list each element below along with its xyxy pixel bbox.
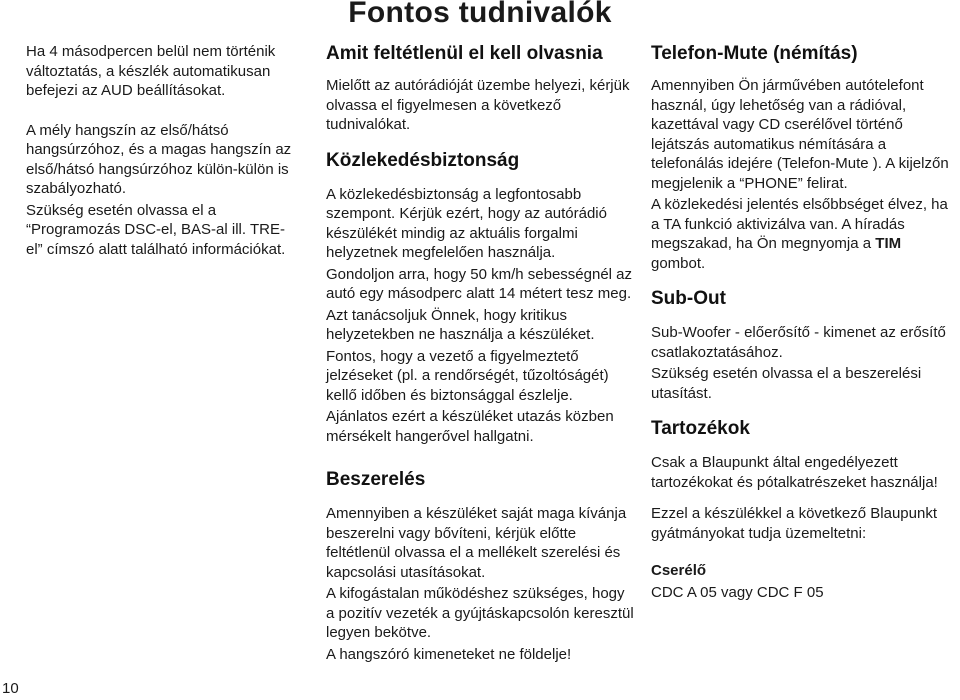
must-read-heading: Amit feltétlenül el kell olvasnia [326,43,603,64]
telephone-mute-heading: Telefon-Mute (némítás) [651,43,858,64]
traffic-safety-heading: Közlekedésbiztonság [326,149,520,171]
subout-paragraph-1: Sub-Woofer - előerősítő - kimenet az erősítő csatlakoztatásához. [651,324,946,361]
page-number: 10 [2,680,19,697]
accessories-heading: Tartozékok [651,418,750,439]
mute-paragraph-2-end: gombot. [651,254,706,272]
right-column [651,42,957,604]
sub-out-heading: Sub-Out [651,288,726,309]
safety-paragraph-2: Gondoljon arra, hogy 50 km/h sebességnél az autó egy másodperc alatt 14 métert tesz meg. [326,265,633,302]
left-column [26,42,298,261]
safety-paragraph-3: Azt tanácsoljuk Önnek, hogy kritikus helyzetekben ne használja a készüléket. [326,306,595,343]
middle-column [326,42,634,666]
changer-models: CDC A 05 vagy CDC F 05 [651,583,824,601]
mute-paragraph-1: Amennyiben Ön járművében autótelefont használ, úgy lehetőség van a rádióval, kazettával vagy CD cserélővel történő lejátszás automatikus némítására a telefonálás idejére (Telefon-Mute ). A kijelzőn megjelenik a “PHONE” felirat. [651,77,949,192]
tim-key-label: TIM [875,235,902,252]
see-programming-paragraph: Szükség esetén olvassa el a “Programozás DSC-el, BAS-al ill. TRE-el” címszó alatt található információkat. [26,201,286,258]
safety-paragraph-4: Fontos, hogy a vezető a figyelmeztető jelzéseket (pl. a rendőrségét, tűzoltóságét) kellő időben és biztonsággal észlelje. [326,347,609,404]
intro-paragraph: Mielőtt az autórádióját üzembe helyezi, kérjük olvassa el figyelmesen a következő tudnivalókat. [326,77,630,133]
changer-label: Cserélő [651,562,707,579]
subout-paragraph-2: Szükség esetén olvassa el a beszerelési utasítást. [651,365,922,402]
mute-paragraph-2-text: A közlekedési jelentés elsőbbséget élvez, ha a TA funkció aktivizálva van. A híradás megszakad, ha Ön megnyomja a [651,196,948,252]
safety-paragraph-1: A közlekedésbiztonság a legfontosabb szempont. Kérjük ezért, hogy az autórádió készülékét mindig az aktuális forgalmi helyzetnek megfelelően használja. [326,185,607,261]
aud-timeout-paragraph: Ha 4 másodpercen belül nem történik változtatás, a készlék automatikusan befejezi az AUD beállításokat. [26,43,276,99]
mute-paragraph-2 [651,195,957,273]
install-paragraph-1: Amennyiben a készüléket saját maga kívánja beszerelni vagy bővíteni, kérjük előtte feltétlenül olvassa el a mellékelt szerelési és kapcsolási utasításokat. [326,505,627,581]
install-paragraph-2: A kifogástalan működéshez szükséges, hogy a pozitív vezeték a gyújtáskapcsolón keresztül legyen bekötve. [326,585,634,641]
install-paragraph-3: A hangszóró kimeneteket ne földelje! [326,645,572,663]
accessories-paragraph-1: Csak a Blaupunkt által engedélyezett tartozékokat és pótalkatrészeket használja! [651,454,938,491]
tone-paragraph: A mély hangszín az első/hátsó hangsúrzóhoz, és a magas hangszín az első/hátsó hangsúrzóhoz külön-külön is szabályozható. [26,121,292,197]
installation-heading: Beszerelés [326,469,426,490]
accessories-paragraph-2: Ezzel a készülékkel a következő Blaupunkt gyátmányokat tudja üzemeltetni: [651,505,937,542]
safety-paragraph-5: Ajánlatos ezért a készüléket utazás közben mérsékelt hangerővel hallgatni. [326,408,614,445]
page-title: Fontos tudnivalók [348,0,612,29]
